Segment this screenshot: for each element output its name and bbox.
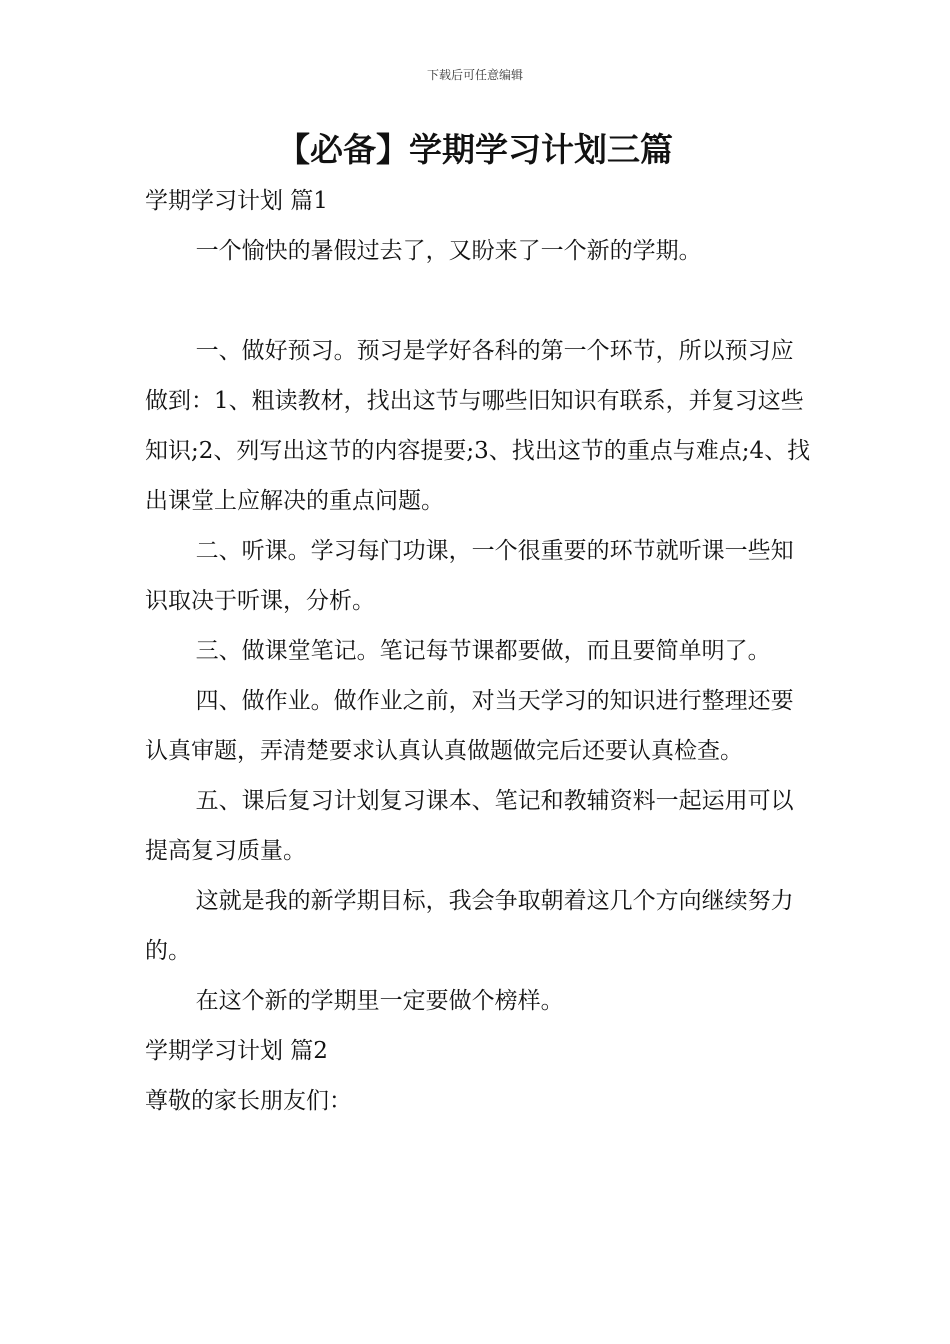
greeting: 尊敬的家长朋友们： bbox=[145, 1088, 352, 1114]
document-title: 【必备】学期学习计划三篇 bbox=[277, 130, 673, 169]
paragraph-goal: 这就是我的新学期目标，我会争取朝着这几个方向继续努力的。 bbox=[145, 888, 794, 964]
paragraph-homework: 四、做作业。做作业之前，对当天学习的知识进行整理还要认真审题，弄清楚要求认真认真做题做完后还要认真检查。 bbox=[145, 688, 794, 764]
paragraph-preview: 一、做好预习。预习是学好各科的第一个环节，所以预习应做到：1、粗读教材，找出这节与哪些旧知识有联系，并复习这些知识;2、列写出这节的内容提要;3、找出这节的重点与难点;4、找出课堂上应解决的重点问题。 bbox=[145, 338, 811, 514]
paragraph-notes: 三、做课堂笔记。笔记每节课都要做，而且要简单明了。 bbox=[195, 638, 771, 664]
blank-line bbox=[145, 276, 815, 326]
paragraph-example: 在这个新的学期里一定要做个榜样。 bbox=[195, 988, 564, 1014]
section-heading: 学期学习计划 篇2 bbox=[145, 1038, 328, 1064]
paragraph-listening: 二、听课。学习每门功课，一个很重要的环节就听课一些知识取决于听课，分析。 bbox=[145, 538, 794, 614]
paragraph-review: 五、课后复习计划复习课本、笔记和教辅资料一起运用可以提高复习质量。 bbox=[145, 788, 794, 864]
section-heading: 学期学习计划 篇1 bbox=[145, 188, 328, 214]
paragraph-intro: 一个愉快的暑假过去了，又盼来了一个新的学期。 bbox=[195, 238, 702, 264]
header-note: 下载后可任意编辑 bbox=[426, 68, 523, 82]
document-body bbox=[145, 176, 815, 1126]
